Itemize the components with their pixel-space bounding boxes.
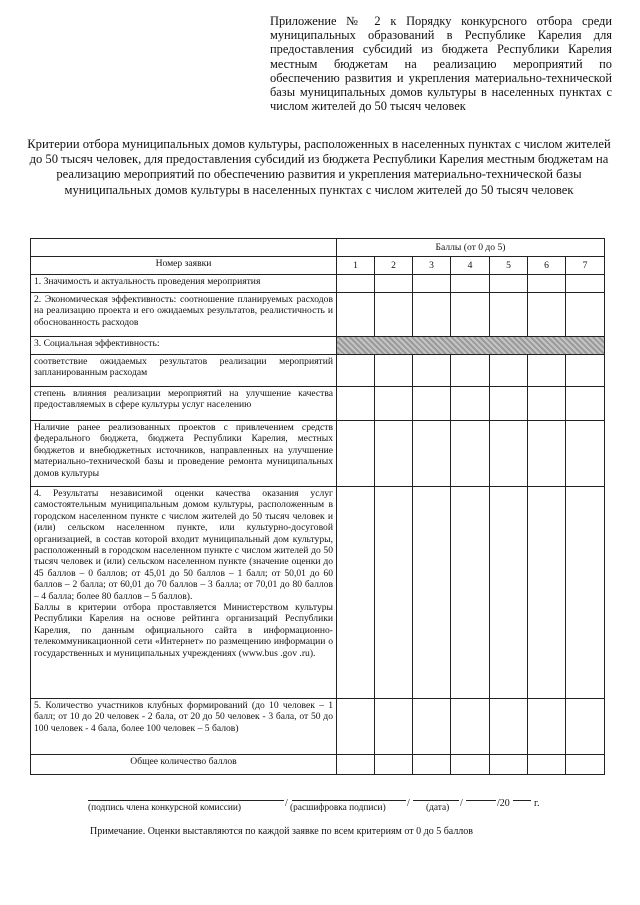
score-cell	[413, 487, 451, 699]
column-number: 4	[451, 257, 490, 275]
date-caption: (дата)	[426, 803, 450, 813]
score-cell	[566, 387, 605, 421]
criterion-social-quality: степень влияния реализации мероприятий на улучшение качества предоставляемых в сфере культуры услуг населению	[31, 387, 337, 421]
criteria-table	[30, 238, 605, 775]
score-cell	[490, 275, 528, 293]
score-cell	[528, 487, 566, 699]
score-cell	[528, 293, 566, 337]
shaded-cell	[337, 337, 605, 355]
appendix-header: Приложение № 2 к Порядку конкурсного отбора среди муниципальных образований в Республике Карелия для предоставления субсидий из бюджета Республики Карелия местным бюджетам на реализацию мероприятий по обеспечению развития и укрепления материально-технической базы муниципальных домов культуры в населенных пунктах с числом жителей до 50 тысяч человек	[270, 14, 612, 114]
score-cell	[490, 355, 528, 387]
column-number: 6	[528, 257, 566, 275]
score-cell	[490, 421, 528, 487]
table-row	[31, 275, 605, 293]
score-cell	[566, 355, 605, 387]
score-cell	[490, 487, 528, 699]
table-row	[31, 487, 605, 699]
footnote: Примечание. Оценки выставляются по каждой заявке по всем критериям от 0 до 5 баллов	[90, 826, 474, 837]
score-cell	[528, 275, 566, 293]
score-cell	[451, 387, 490, 421]
table-row	[31, 699, 605, 755]
score-cell	[566, 699, 605, 755]
score-cell	[413, 387, 451, 421]
month-line	[466, 800, 496, 801]
score-cell	[451, 293, 490, 337]
score-cell	[451, 421, 490, 487]
score-cell	[528, 387, 566, 421]
score-cell	[528, 355, 566, 387]
score-cell	[413, 755, 451, 775]
table-row	[31, 421, 605, 487]
total-score-label: Общее количество баллов	[31, 755, 337, 775]
score-cell	[566, 421, 605, 487]
document-title: Критерии отбора муниципальных домов культуры, расположенных в населенных пунктах с числом жителей до 50 тысяч человек, для предоставления субсидий из бюджета Республики Карелия местным бюджетам на реализацию мероприятий по обеспечению развития и укрепления материально-технической базы муниципальных домов культуры в населенных пунктах с числом жителей до 50 тысяч человек	[27, 137, 611, 197]
score-cell	[337, 355, 375, 387]
column-number: 5	[490, 257, 528, 275]
column-number: 3	[413, 257, 451, 275]
column-number: 7	[566, 257, 605, 275]
separator: /	[285, 798, 288, 809]
column-number: 1	[337, 257, 375, 275]
score-cell	[451, 755, 490, 775]
criterion-previous-projects: Наличие ранее реализованных проектов с привлечением средств федерального бюджета, бюджета Республики Карелия, местных бюджетов и внебюджетных источников, направленных на улучшение материально-технической базы и проведение ремонта муниципальных домов культуры	[31, 421, 337, 487]
criterion-quality-text: 4. Результаты независимой оценки качества оказания услуг самостоятельным муниципальным домом культуры, расположенным в городском населенном пункте с числом жителей до 50 тысяч человек и (или) сельском населенном пункте, или культурно-досуговой организацией, в состав которой входит муниципальный дом культуры, расположенный в городском населенном пункте с числом жителей до 50 тысяч человек и (или) сельском населенном пункте (значение оценки до 45 баллов – 0 баллов; от 45,01 до 50 баллов – 1 балл; от 50,01 до 60 баллов – 2 балла; от 60,01 до 70 баллов – 3 балла; от 70,01 до 80 баллов – 4 балла; более 80 баллов – 5 баллов).	[34, 488, 333, 602]
score-cell	[337, 755, 375, 775]
score-cell	[337, 387, 375, 421]
year-line	[513, 800, 531, 801]
score-cell	[413, 355, 451, 387]
score-cell	[490, 699, 528, 755]
score-cell	[451, 275, 490, 293]
table-header-row	[31, 239, 605, 257]
table-row	[31, 355, 605, 387]
score-cell	[413, 275, 451, 293]
score-cell	[375, 755, 413, 775]
separator: /	[407, 798, 410, 809]
score-cell	[375, 387, 413, 421]
table-row	[31, 387, 605, 421]
table-row	[31, 293, 605, 337]
score-cell	[566, 293, 605, 337]
criterion-significance: 1. Значимость и актуальность проведения мероприятия	[31, 275, 337, 293]
score-cell	[566, 275, 605, 293]
separator: /	[460, 798, 463, 809]
criterion-club-participants: 5. Количество участников клубных формирований (до 10 человек – 1 балл; от 10 до 20 человек - 2 бала, от 20 до 50 человек - 3 бала, от 50 до 100 человек - 4 бала, более 100 человек – 5 балов)	[31, 699, 337, 755]
score-cell	[375, 699, 413, 755]
score-cell	[413, 421, 451, 487]
member-signature-caption: (подпись члена конкурсной комиссии)	[88, 803, 242, 813]
score-cell	[451, 487, 490, 699]
score-cell	[375, 421, 413, 487]
application-number-header: Номер заявки	[31, 257, 337, 275]
criterion-quality-note: Баллы в критерии отбора проставляется Министерством культуры Республики Карелия на основе рейтинга организаций Республики Карелия, по данным официального сайта в информационно-телекоммуникационной сети «Интернет» по размещению информации о государственных и муниципальных учреждениях (www.bus .gov .ru).	[34, 602, 333, 659]
score-cell	[451, 699, 490, 755]
column-number: 2	[375, 257, 413, 275]
score-cell	[451, 355, 490, 387]
criterion-economic: 2. Экономическая эффективность: соотношение планируемых расходов на реализацию проекта и его ожидаемых результатов, реалистичность и обоснованность расходов	[31, 293, 337, 337]
score-cell	[490, 387, 528, 421]
score-cell	[337, 293, 375, 337]
table-columns-row	[31, 257, 605, 275]
criterion-quality-assessment	[31, 487, 337, 699]
score-cell	[413, 293, 451, 337]
score-cell	[528, 699, 566, 755]
score-cell	[337, 275, 375, 293]
year-prefix: /20	[497, 798, 510, 809]
score-cell	[337, 487, 375, 699]
criterion-social: 3. Социальная эффективность:	[31, 337, 337, 355]
score-cell	[375, 355, 413, 387]
score-cell	[413, 699, 451, 755]
decoding-caption: (расшифровка подписи)	[290, 803, 386, 813]
header-blank-cell	[31, 239, 337, 257]
score-cell	[375, 275, 413, 293]
score-cell	[566, 487, 605, 699]
year-suffix: г.	[534, 798, 540, 809]
day-line	[413, 800, 459, 801]
decoding-line	[292, 800, 406, 801]
score-cell	[528, 755, 566, 775]
table-row	[31, 755, 605, 775]
score-cell	[566, 755, 605, 775]
score-cell	[337, 421, 375, 487]
score-cell	[490, 755, 528, 775]
score-cell	[528, 421, 566, 487]
score-cell	[375, 293, 413, 337]
criterion-social-results: соответствие ожидаемых результатов реализации мероприятий запланированным расходам	[31, 355, 337, 387]
scores-header: Баллы (от 0 до 5)	[337, 239, 605, 257]
score-cell	[375, 487, 413, 699]
signature-line	[88, 800, 284, 801]
score-cell	[490, 293, 528, 337]
table-row	[31, 337, 605, 355]
score-cell	[337, 699, 375, 755]
signature-block	[88, 790, 558, 820]
